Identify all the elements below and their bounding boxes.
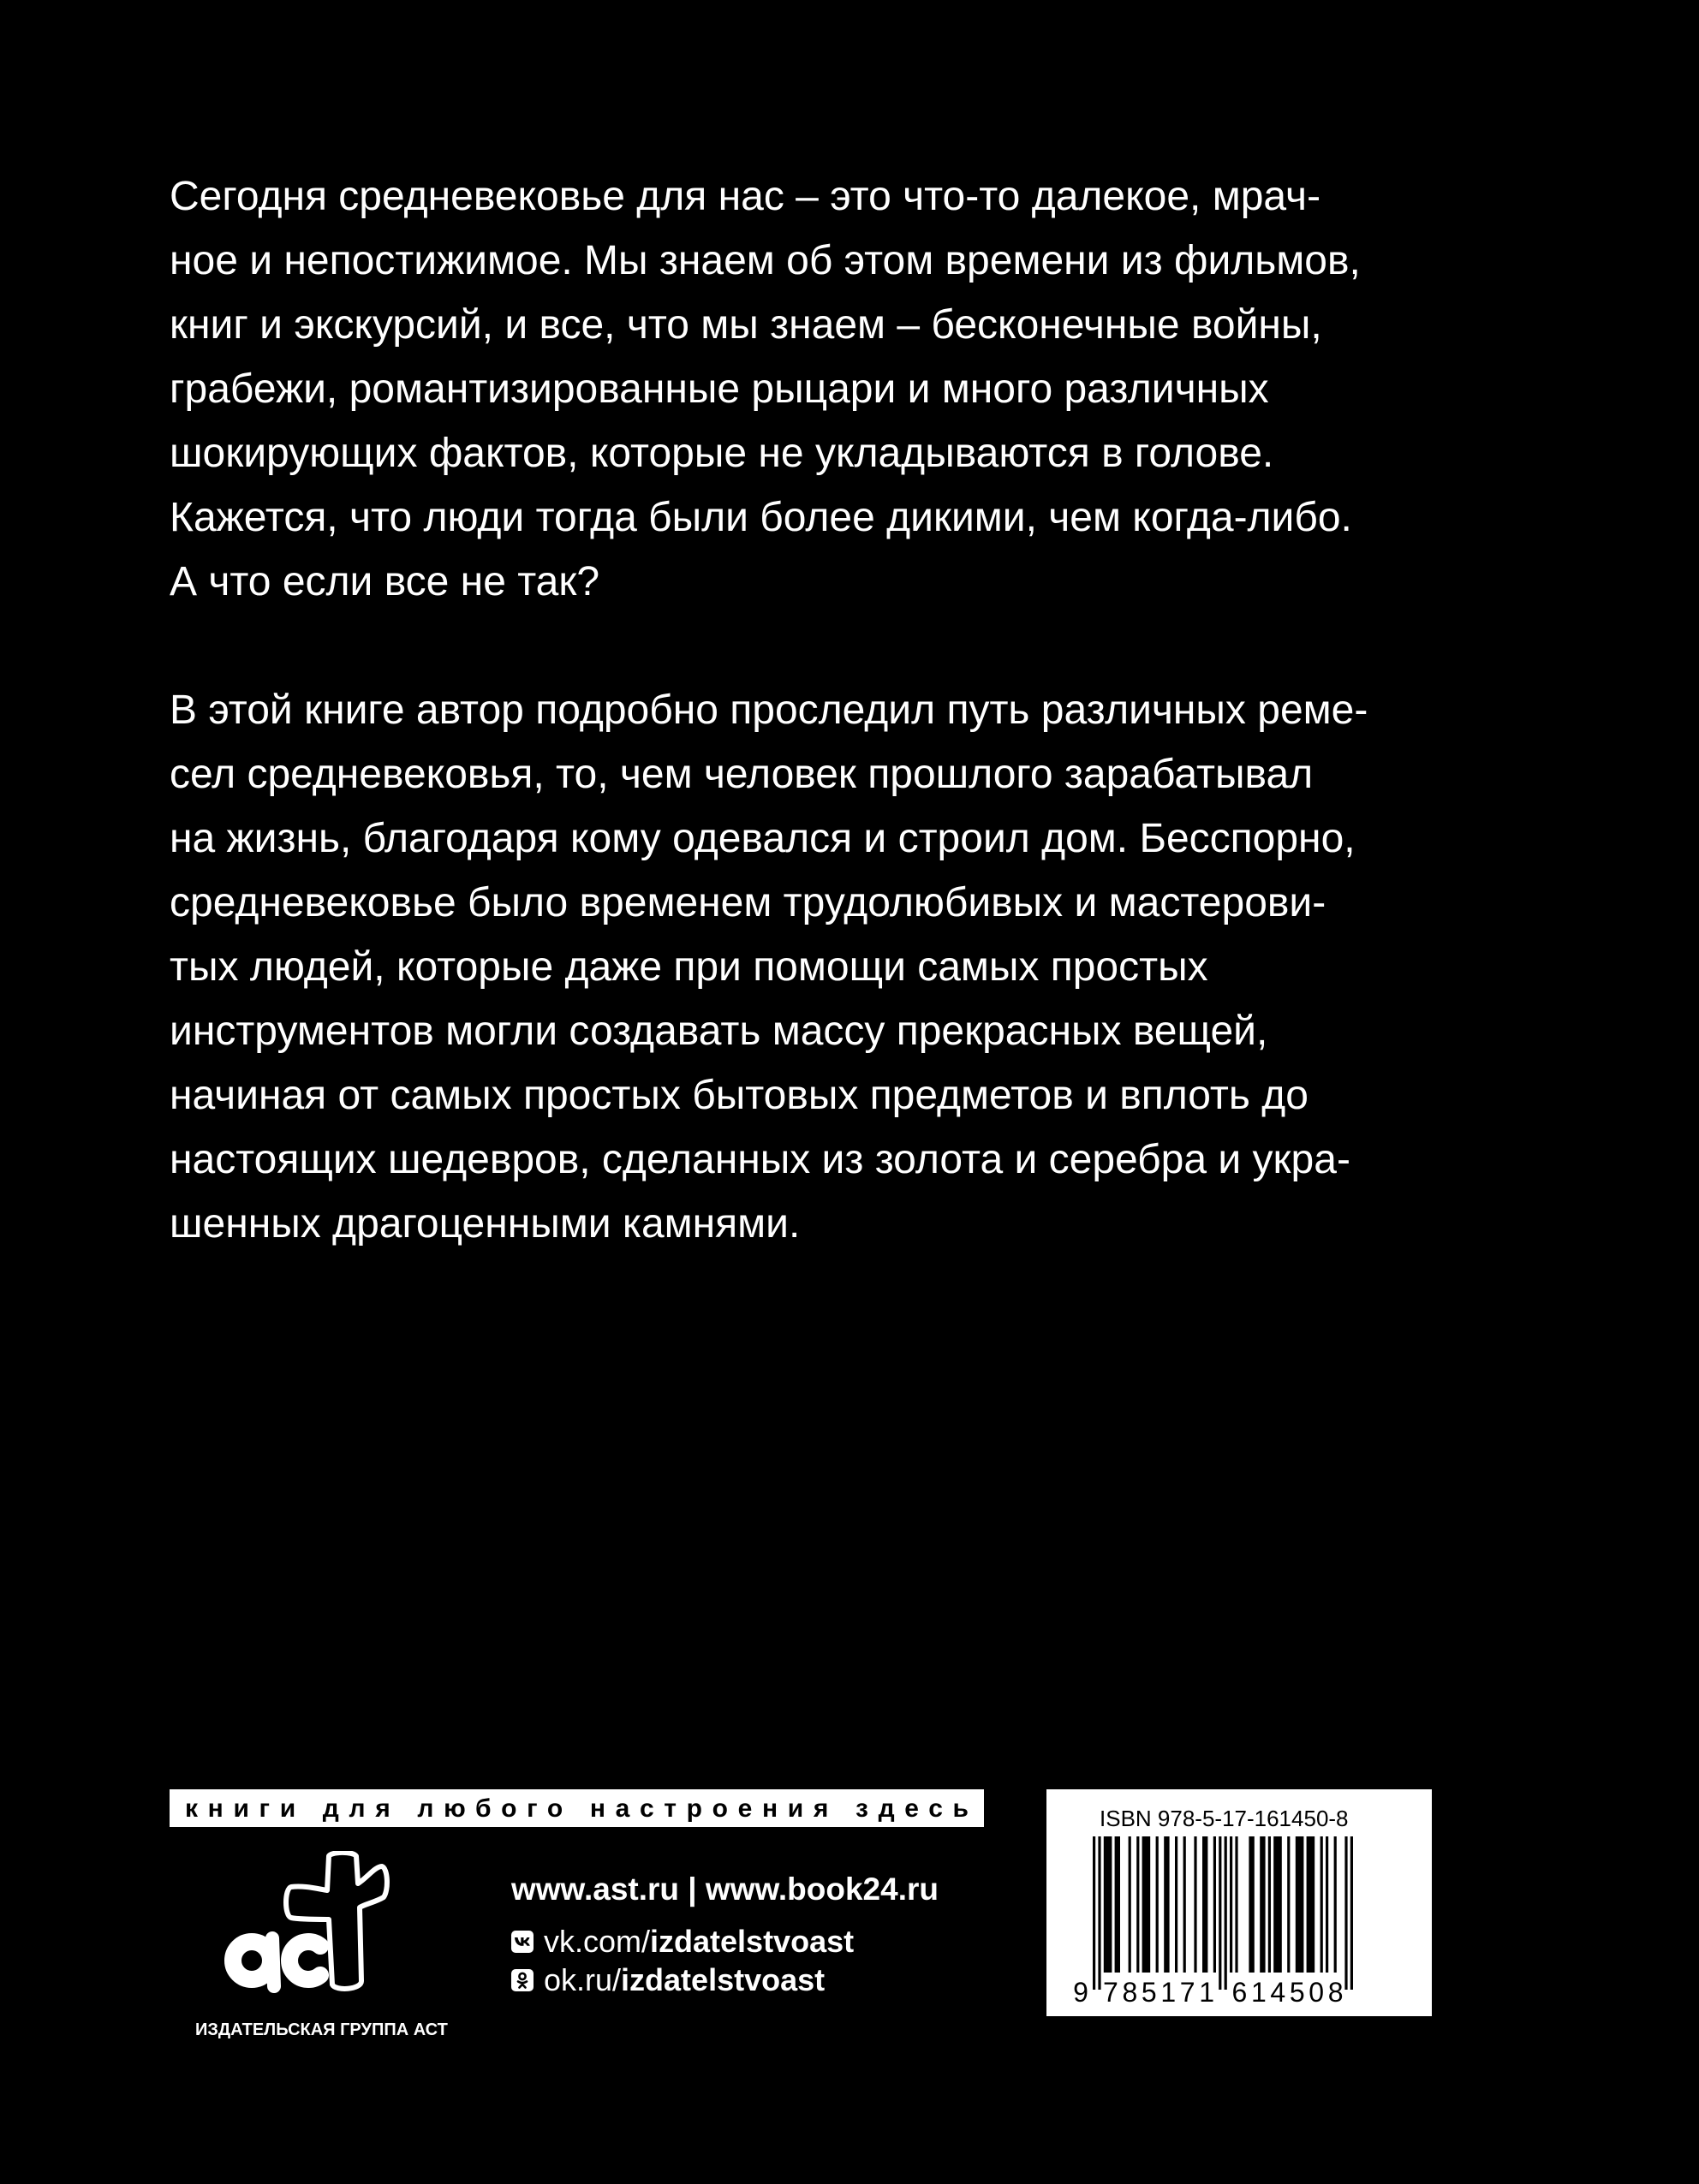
isbn-label: ISBN 978-5-17-161450-8 xyxy=(1100,1806,1349,1831)
barcode-bar xyxy=(1156,1836,1159,1973)
description-line: Кажется, что люди тогда были более дикими, чем когда-либо. xyxy=(170,495,1352,540)
barcode-bar xyxy=(1175,1836,1177,1973)
barcode-bar xyxy=(1334,1836,1337,1973)
social-link-prefix: vk.com/ xyxy=(544,1924,651,1959)
barcode-guard-bar xyxy=(1219,1836,1221,1990)
barcode-bar xyxy=(1104,1836,1112,1973)
social-link-handle: izdatelstvoast xyxy=(621,1962,826,1997)
social-link-handle: izdatelstvoast xyxy=(650,1924,855,1959)
description-paragraph-1 xyxy=(170,164,1361,614)
barcode-bar xyxy=(1296,1836,1304,1973)
description-line: А что если все не так? xyxy=(170,559,600,604)
barcode-bars xyxy=(1093,1836,1353,1990)
barcode-bar xyxy=(1235,1836,1237,1973)
barcode-bar xyxy=(1194,1836,1196,1973)
barcode-bar xyxy=(1273,1836,1282,1973)
logo-letter-a xyxy=(233,1938,274,1986)
description-line: грабежи, романтизированные рыцари и много различных xyxy=(170,366,1269,412)
barcode-left-digits: 785171 xyxy=(1103,1977,1214,2008)
barcode-bar xyxy=(1183,1836,1186,1973)
isbn-barcode-panel xyxy=(1046,1789,1432,2016)
barcode-guard-bar xyxy=(1344,1836,1347,1990)
website-links: www.ast.ru | www.book24.ru xyxy=(511,1872,939,1907)
barcode-bar xyxy=(1115,1836,1120,1973)
description-line: начиная от самых простых бытовых предметов и вплоть до xyxy=(170,1073,1309,1118)
barcode-first-digit: 9 xyxy=(1073,1977,1088,2008)
barcode-bar xyxy=(1230,1836,1232,1973)
social-link-vk xyxy=(511,1925,854,1959)
barcode-bar xyxy=(1136,1836,1139,1973)
tagline-banner xyxy=(170,1789,984,1827)
ast-logo xyxy=(221,1851,392,1995)
barcode-bar xyxy=(1307,1836,1315,1973)
barcode-bar xyxy=(1326,1836,1328,1973)
description-line: ное и непостижимое. Мы знаем об этом времени из фильмов, xyxy=(170,238,1361,283)
social-link-prefix: ok.ru/ xyxy=(544,1962,622,1997)
description-line: шокирующих фактов, которые не укладываются в голове. xyxy=(170,431,1274,476)
vk-icon xyxy=(511,1931,534,1953)
tagline-text: книги для любого настроения здесь xyxy=(185,1794,969,1823)
description-line: сел средневековья, то, чем человек прошлого зарабатывал xyxy=(170,752,1314,797)
barcode-bar xyxy=(1213,1836,1216,1973)
barcode-guard-bar xyxy=(1098,1836,1100,1990)
barcode xyxy=(1046,1789,1432,2016)
logo-letter-c xyxy=(289,1942,320,1979)
tagline-banner-graphic xyxy=(170,1789,984,1827)
barcode-bar xyxy=(1287,1836,1290,1973)
ok-icon xyxy=(511,1969,534,1991)
description-paragraph-2 xyxy=(170,678,1368,1256)
barcode-guard-bar xyxy=(1093,1836,1095,1990)
barcode-bar xyxy=(1202,1836,1207,1973)
barcode-bar xyxy=(1260,1836,1265,1973)
barcode-bar xyxy=(1268,1836,1271,1973)
barcode-guard-bar xyxy=(1350,1836,1353,1990)
barcode-bar xyxy=(1249,1836,1254,1973)
barcode-bar xyxy=(1142,1836,1151,1973)
description-line: настоящих шедевров, сделанных из золота и серебра и укра- xyxy=(170,1137,1350,1182)
barcode-bar xyxy=(1320,1836,1323,1973)
barcode-bar xyxy=(1129,1836,1131,1973)
description-line: книг и экскурсий, и все, что мы знаем – бесконечные войны, xyxy=(170,302,1322,348)
description-line: тых людей, которые даже при помощи самых простых xyxy=(170,944,1208,990)
publisher-name: ИЗДАТЕЛЬСКАЯ ГРУППА АСТ xyxy=(195,2020,448,2039)
social-link-ok xyxy=(511,1963,825,1997)
barcode-right-digits: 614508 xyxy=(1231,1977,1344,2008)
barcode-guard-bar xyxy=(1225,1836,1227,1990)
description-line: на жизнь, благодаря кому одевался и строил дом. Бесспорно, xyxy=(170,816,1356,861)
description-line: средневековье было временем трудолюбивых и мастерови- xyxy=(170,880,1326,925)
description-line: инструментов могли создавать массу прекрасных вещей, xyxy=(170,1009,1268,1054)
ast-logo-graphic xyxy=(221,1851,392,1995)
description-line: Сегодня средневековье для нас – это что-то далекое, мрач- xyxy=(170,174,1321,219)
description-line: шенных драгоценными камнями. xyxy=(170,1201,801,1247)
description-line: В этой книге автор подробно проследил путь различных реме- xyxy=(170,687,1368,733)
barcode-bar xyxy=(1164,1836,1169,1973)
